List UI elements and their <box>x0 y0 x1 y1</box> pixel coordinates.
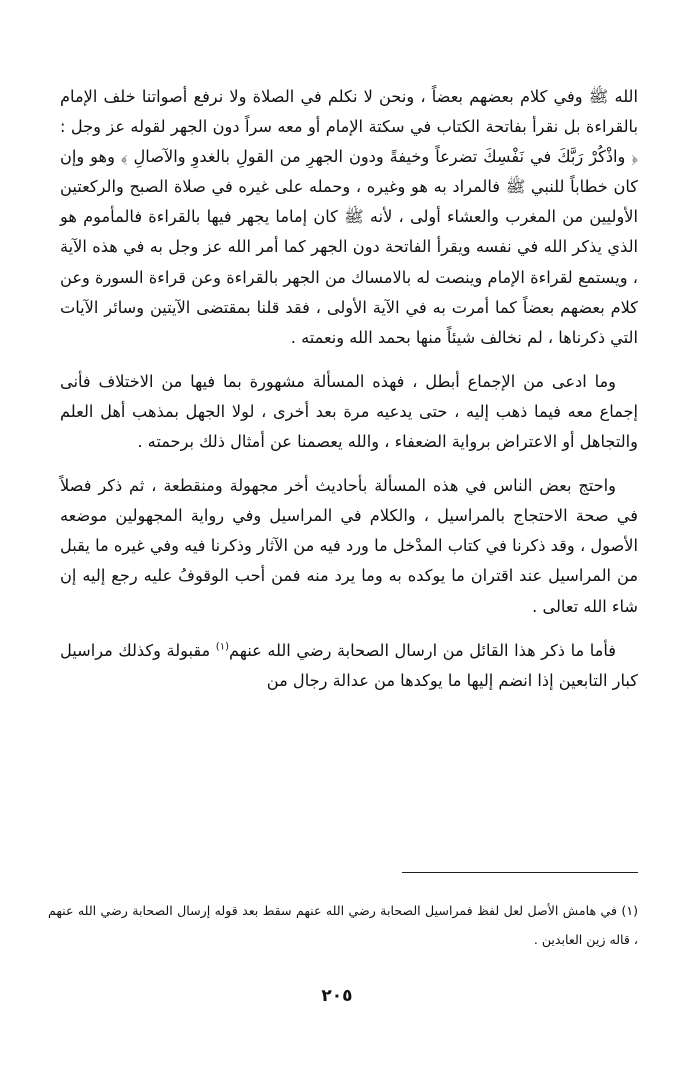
paragraph-3: واحتج بعض الناس في هذه المسألة بأحاديث أخر مجهولة ومنقطعة ، ثم ذكر فصلاً في صحة الاحتجاج بالمراسيل ، والكلام في المراسيل وفي رواية المجهولين موضعه الأصول ، وقد ذكرنا في كتاب المدْخل ما ورد فيه من الآثار وذكرنا فيه وفي غيره ما يقبل من المراسيل عند اقتران ما يوكده به وما يرد منه فمن أحب الوقوفُ عليه رجع إليه إن شاء الله تعالى . <box>60 476 638 616</box>
paragraph-4 <box>60 636 638 696</box>
page-number: ٢٠٥ <box>321 986 353 1006</box>
paragraph-2: وما ادعى من الإجماع أبطل ، فهذه المسألة مشهورة بما فيها من الاختلاف فأنى إجماع معه فيما ذهب إليه ، حتى يدعيه مرة بعد أخرى ، لولا الجهل بمذهب أهل العلم والتجاهل أو الاعتراض برواية الضعفاء ، والله يعصمنا عن أمثال ذلك برحمته . <box>60 371 638 452</box>
footnote-marker: (١) <box>215 641 229 653</box>
paragraph-4-rest: مقبولة وكذلك مراسيل كبار التابعين إذا انضم إليها ما يوكدها من عدالة رجال من <box>60 640 638 690</box>
main-text <box>60 82 638 696</box>
paragraph-1: الله ﷺ وفي كلام بعضهم بعضاً ، ونحن لا نكلم في الصلاة ولا نرفع أصواتنا خلف الإمام بالقراءة بل نقرأ بفاتحة الكتاب في سكتة الإمام أو معه سراً دون الجهر لقوله عز وجل : ﴿ واذْكُرْ رَبَّكَ في نَفْسِكَ تضرعاً وخيفةً ودون الجهرِ من القولِ بالغدوِ والآصالِ ﴾ وهو وإن كان خطاباً للنبي ﷺ فالمراد به هو وغيره ، وحمله على غيره في صلاة الصبح والركعتين الأوليين من المغرب والعشاء أولى ، لأنه ﷺ كان إماما يجهر فيها بالقراءة فالمأموم هو الذي يذكر الله في نفسه ويقرأ الفاتحة دون الجهر كما أمر الله عز وجل به في هذه الآية ، ويستمع لقراءة الإمام وينصت له بالامساك من الجهر بالقراءة وعن قراءة السورة وعن كلام بعضهم بعضاً كما أمرت به في الآية الأولى ، فقد قلنا بمقتضى الآيتين وسائر الآيات التي ذكرناها ، لم نخالف شيئاً منها بحمد الله ونعمته . <box>60 87 638 347</box>
paragraph-4-lead: فأما ما ذكر هذا القائل من ارسال الصحابة رضي الله عنهم <box>228 640 617 660</box>
footnote: (١) في هامش الأصل لعل لفظ فمراسيل الصحابة رضي الله عنهم سقط بعد قوله إرسال الصحابة رضي الله عنهم ، قاله زين العابدين . <box>48 903 638 947</box>
footnote-divider <box>402 872 638 873</box>
